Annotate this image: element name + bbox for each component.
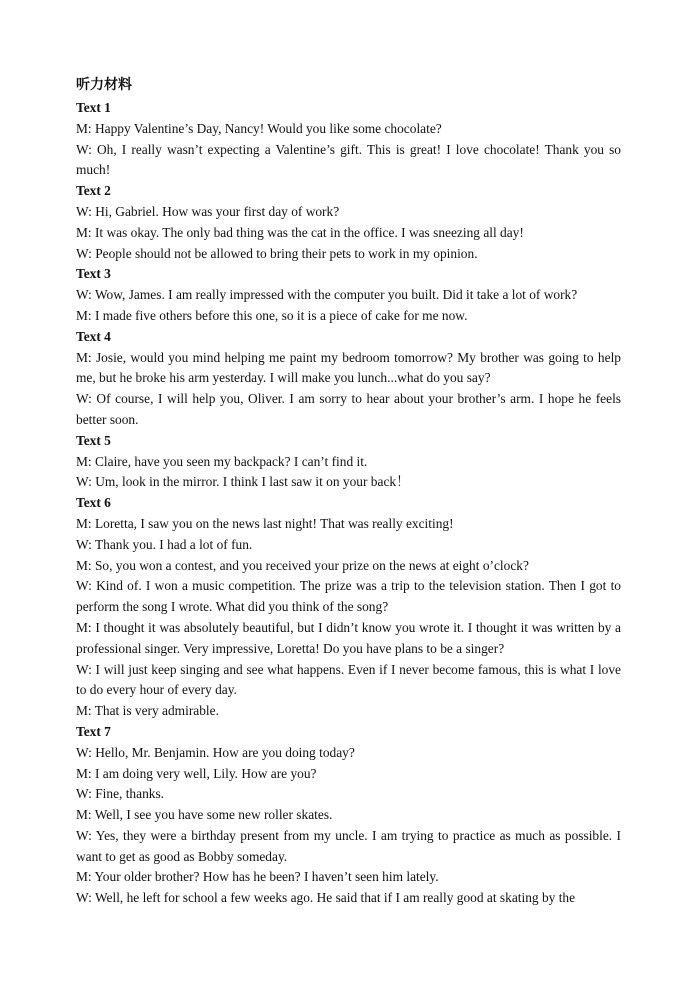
dialogue-line: M: Claire, have you seen my backpack? I can’t find it. xyxy=(76,453,368,469)
text-section xyxy=(76,722,621,909)
section-heading: Text 6 xyxy=(76,495,111,511)
dialogue-line: W: Hello, Mr. Benjamin. How are you doing today? xyxy=(76,744,355,760)
dialogue-line: W: Thank you. I had a lot of fun. xyxy=(76,536,253,552)
dialogue-line: M: I am doing very well, Lily. How are you? xyxy=(76,765,317,781)
dialogue-line: W: Of course, I will help you, Oliver. I am sorry to hear about your brother’s arm. I hope he feels better soon. xyxy=(76,391,621,427)
dialogue-line: W: Yes, they were a birthday present from my uncle. I am trying to practice as much as possible. I want to get as good as Bobby someday. xyxy=(76,827,621,864)
dialogue-line: W: Oh, I really wasn’t expecting a Valentine’s gift. This is great! I love chocolate! Thank you so much! xyxy=(76,141,621,178)
dialogue-line: M: It was okay. The only bad thing was the cat in the office. I was sneezing all day! xyxy=(76,224,524,240)
dialogue-line: M: I thought it was absolutely beautiful, but I didn’t know you wrote it. I thought it was written by a professional singer. Very impressive, Loretta! Do you have plans to be a singer? xyxy=(76,619,621,656)
text-section xyxy=(76,493,621,722)
text-section xyxy=(76,264,621,326)
dialogue-line: M: That is very admirable. xyxy=(76,703,219,719)
document-page xyxy=(76,74,621,909)
dialogue-line: W: I will just keep singing and see what happens. Even if I never become famous, this is what I love to do every hour of every day. xyxy=(76,661,621,698)
document-title: 听力材料 xyxy=(76,78,132,93)
section-heading: Text 3 xyxy=(76,266,111,282)
section-heading: Text 1 xyxy=(76,100,111,115)
dialogue-line: W: Well, he left for school a few weeks ago. He said that if I am really good at skating by the xyxy=(76,890,576,906)
dialogue-line: M: Your older brother? How has he been? I haven’t seen him lately. xyxy=(76,869,439,885)
dialogue-line: W: Kind of. I won a music competition. The prize was a trip to the television station. Then I got to perform the song I wrote. What did you think of the song? xyxy=(76,578,621,615)
dialogue-line: M: Josie, would you mind helping me paint my bedroom tomorrow? My brother was going to help me, but he broke his arm yesterday. I will make you lunch...what do you say? xyxy=(76,349,621,386)
dialogue-line: W: People should not be allowed to bring their pets to work in my opinion. xyxy=(76,245,478,261)
text-section xyxy=(76,98,621,181)
dialogue-line: M: Happy Valentine’s Day, Nancy! Would you like some chocolate? xyxy=(76,120,442,136)
dialogue-line: M: Loretta, I saw you on the news last night! That was really exciting! xyxy=(76,515,454,531)
section-heading: Text 5 xyxy=(76,432,111,448)
dialogue-line: W: Hi, Gabriel. How was your first day of work? xyxy=(76,203,340,219)
dialogue-line: M: So, you won a contest, and you received your prize on the news at eight o’clock? xyxy=(76,557,529,573)
section-heading: Text 4 xyxy=(76,328,111,344)
text-section xyxy=(76,181,621,264)
dialogue-line: M: Well, I see you have some new roller skates. xyxy=(76,807,333,823)
text-section xyxy=(76,327,621,431)
dialogue-line: M: I made five others before this one, so it is a piece of cake for me now. xyxy=(76,307,468,323)
section-heading: Text 2 xyxy=(76,183,111,199)
dialogue-line: W: Um, look in the mirror. I think I last saw it on your back！ xyxy=(76,474,410,490)
dialogue-line: W: Wow, James. I am really impressed with the computer you built. Did it take a lot of work? xyxy=(76,287,578,303)
document-body xyxy=(76,98,621,909)
dialogue-line: W: Fine, thanks. xyxy=(76,786,165,802)
section-heading: Text 7 xyxy=(76,723,111,739)
text-section xyxy=(76,431,621,493)
